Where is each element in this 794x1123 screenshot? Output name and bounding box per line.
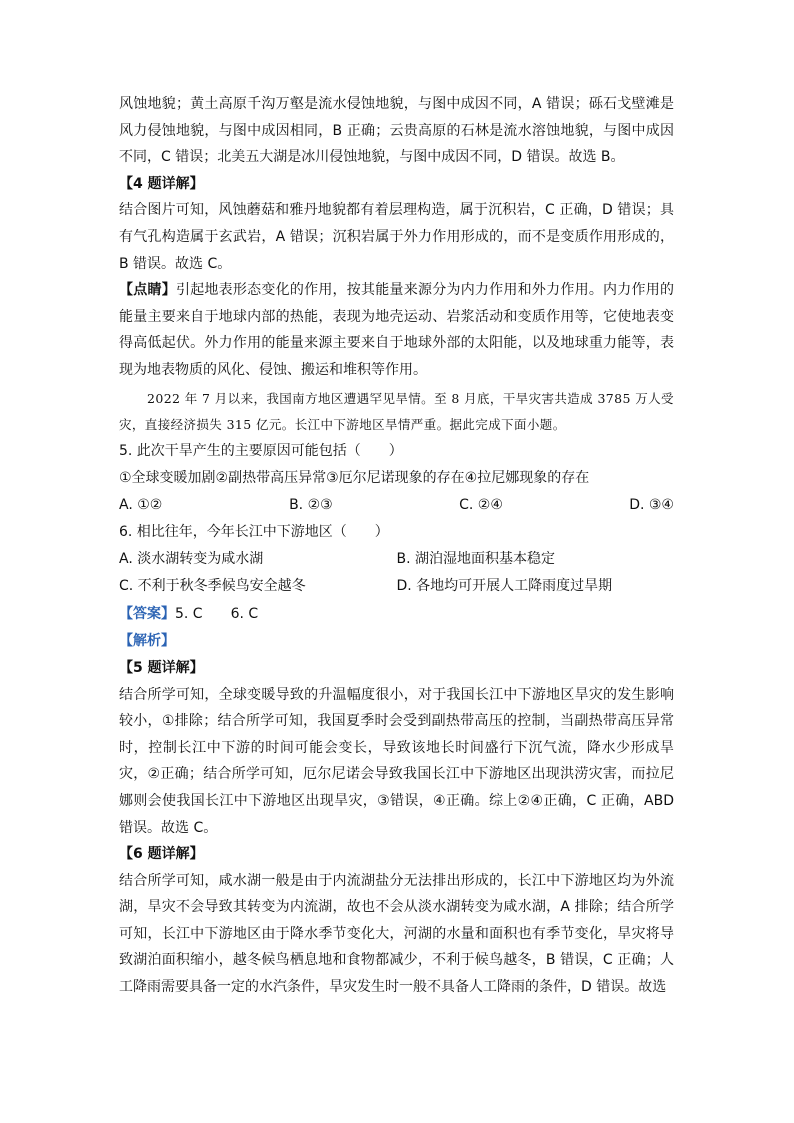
q6-detail-text: 结合所学可知，咸水湖一般是由于内流湖盐分无法排出形成的，长江中下游地区均为外流湖，旱灾不会导致其转变为内流湖，故也不会从淡水湖转变为咸水湖，A 排除；结合所学可知，长江中下游地区由于降水季节变化大，河湖的水量和面积也有季节变化，旱灾将导致湖泊面积缩小，越冬候鸟栖息地和食物都减少，不利于候鸟越冬，B 错误，C 正确；人工降雨需要具备一定的水汽条件，旱灾发生时一般不具备人工降雨的条件，D 错误。故选	[119, 872, 674, 996]
q4-detail-text: 结合图片可知，风蚀蘑菇和雅丹地貌都有着层理构造，属于沉积岩，C 正确，D 错误；具有气孔构造属于玄武岩，A 错误；沉积岩属于外力作用形成的，而不是变质作用形成的，B 错误。故选 C。	[119, 202, 674, 272]
q5-detail-heading	[119, 655, 674, 682]
answer-text: 5. C 6. C	[175, 605, 259, 622]
answer-tag: 【答案】	[119, 605, 175, 622]
q5-detail-text: 结合所学可知，全球变暖导致的升温幅度很小，对于我国长江中下游地区旱灾的发生影响较小，①排除；结合所学可知，我国夏季时会受到副热带高压的控制，当副热带高压异常时，控制长江中下游的时间可能会变长，导致该地长时间盛行下沉气流，降水少形成旱灾，②正确；结合所学可知，厄尔尼诺会导致我国长江中下游地区出现洪涝灾害，而拉尼娜则会使我国长江中下游地区出现旱灾，③错误，④正确。综上②④正确，C 正确，ABD 错误。故选 C。	[119, 686, 674, 836]
question-6-options	[119, 546, 674, 601]
q6-option-d: D. 各地均可开展人工降雨度过旱期	[396, 578, 613, 595]
point-paragraph	[119, 277, 674, 383]
point-text: 引起地表形态变化的作用，按其能量来源分为内力作用和外力作用。内力作用的能量主要来自于地球内部的热能，表现为地壳运动、岩浆活动和变质作用等，它使地表变得高低起伏。外力作用的能量来源主要来自于地球外部的太阳能，以及地球重力能等，表现为地表物质的风化、侵蚀、搬运和堆积等作用。	[119, 282, 675, 378]
q6-option-b: B. 湖泊湿地面积基本稳定	[396, 550, 556, 567]
paragraph-q3-tail: 风蚀地貌；黄土高原千沟万壑是流水侵蚀地貌，与图中成因不同，A 错误；砾石戈壁滩是风力侵蚀地貌，与图中成因相同，B 正确；云贵高原的石林是流水溶蚀地貌，与图中成因不同，C 错误；北美五大湖是冰川侵蚀地貌，与图中成因不同，D 错误。故选 B。	[119, 96, 674, 166]
q4-detail-heading	[119, 171, 674, 198]
q5-option-b: B. ②③	[289, 496, 333, 513]
q5-option-c: C. ②④	[459, 496, 503, 513]
question-5-options	[119, 492, 674, 519]
q5-option-a: A. ①②	[119, 496, 163, 513]
question-5-stem: 5. 此次干旱产生的主要原因可能包括（ ）	[119, 442, 403, 459]
analysis-tag: 【解析】	[119, 632, 175, 649]
point-tag: 【点睛】	[119, 282, 176, 299]
question-5-items: ①全球变暖加剧②副热带高压异常③厄尔尼诺现象的存在④拉尼娜现象的存在	[119, 469, 590, 486]
answer-line	[119, 601, 674, 628]
q6-detail-heading	[119, 841, 674, 868]
q4-detail-tag: 【4 题详解】	[119, 175, 204, 192]
material-intro: 2022 年 7 月以来，我国南方地区遭遇罕见旱情。至 8 月底，干旱灾害共造成 3785 万人受灾，直接经济损失 315 亿元。长江中下游地区旱情严重。据此完成下面小题。	[119, 390, 674, 432]
q5-option-d: D. ③④	[629, 496, 674, 513]
question-6-stem: 6. 相比往年，今年长江中下游地区（ ）	[119, 523, 389, 540]
analysis-heading	[119, 628, 674, 655]
q6-option-c: C. 不利于秋冬季候鸟安全越冬	[119, 578, 306, 595]
q6-option-a: A. 淡水湖转变为咸水湖	[119, 550, 264, 567]
q5-detail-tag: 【5 题详解】	[119, 659, 204, 676]
q6-detail-tag: 【6 题详解】	[119, 846, 204, 863]
